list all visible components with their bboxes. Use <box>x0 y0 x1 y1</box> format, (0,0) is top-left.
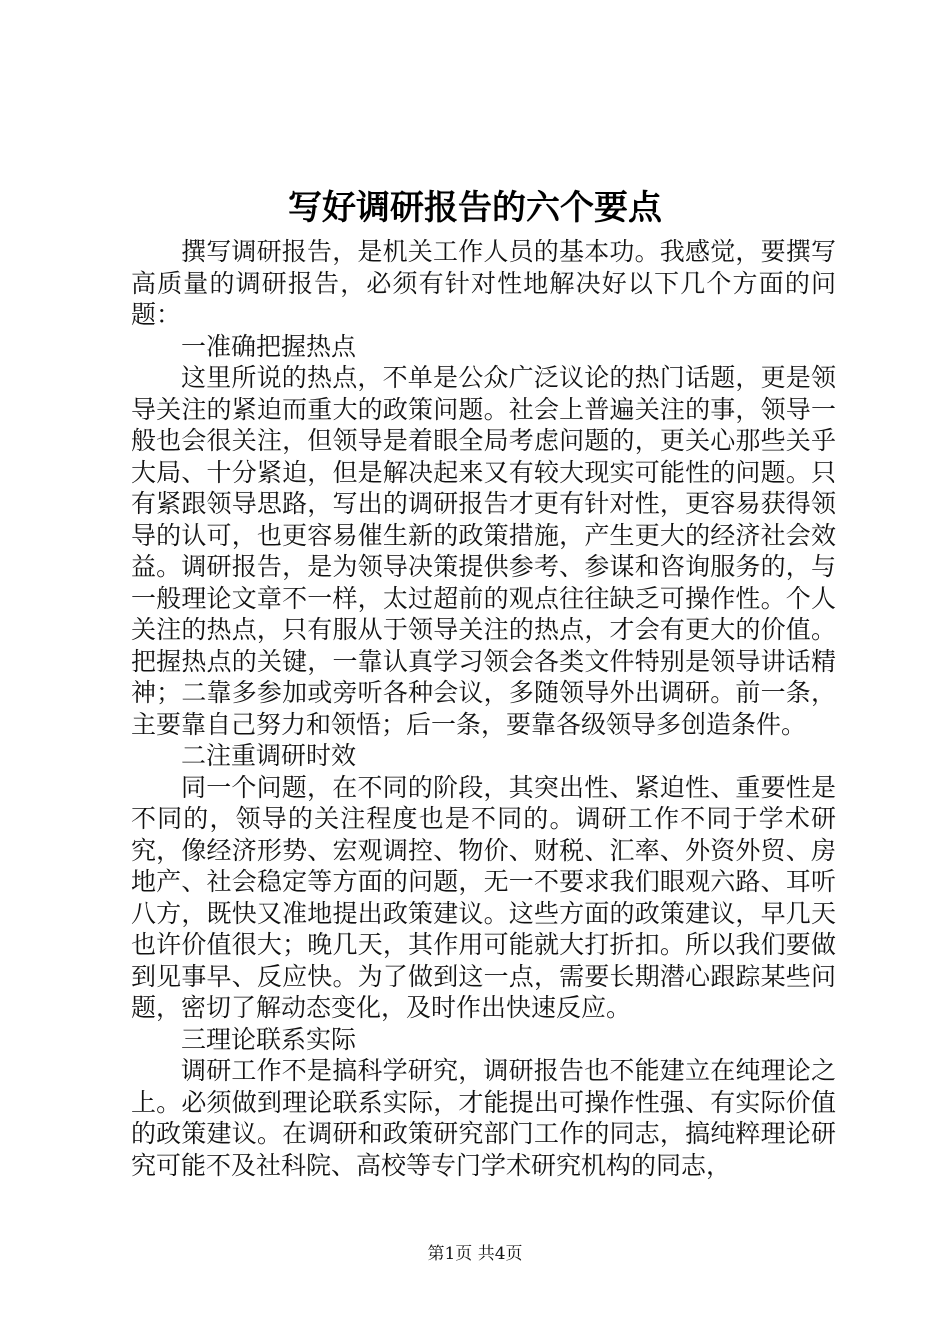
section-heading-1: 一准确把握热点 <box>181 331 357 361</box>
section-paragraph-3: 调研工作不是搞科学研究，调研报告也不能建立在纯理论之上。必须做到理论联系实际，才能提出可操作性强、有实际价值的政策建议。在调研和政策研究部门工作的同志，搞纯粹理论研究可能不及社科院、高校等专门学术研究机构的同志， <box>131 1056 836 1180</box>
intro-paragraph: 撰写调研报告，是机关工作人员的基本功。我感觉，要撰写高质量的调研报告，必须有针对性地解决好以下几个方面的问题： <box>131 237 836 329</box>
document-title: 写好调研报告的六个要点 <box>288 188 662 228</box>
page-footer: 第1页 共4页 <box>427 1244 523 1264</box>
section-heading-3: 三理论联系实际 <box>181 1024 357 1054</box>
document-body <box>131 236 836 1181</box>
section-paragraph-2: 同一个问题，在不同的阶段，其突出性、紧迫性、重要性是不同的，领导的关注程度也是不同的。调研工作不同于学术研究，像经济形势、宏观调控、物价、财税、汇率、外资外贸、房地产、社会稳定等方面的问题，无一不要求我们眼观六路、耳听八方，既快又准地提出政策建议。这些方面的政策建议，早几天也许价值很大；晚几天，其作用可能就大打折扣。所以我们要做到见事早、反应快。为了做到这一点，需要长期潜心跟踪某些问题，密切了解动态变化，及时作出快速反应。 <box>131 772 836 1022</box>
section-paragraph-1: 这里所说的热点，不单是公众广泛议论的热门话题，更是领导关注的紧迫而重大的政策问题。社会上普遍关注的事，领导一般也会很关注，但领导是着眼全局考虑问题的，更关心那些关乎大局、十分紧迫，但是解决起来又有较大现实可能性的问题。只有紧跟领导思路，写出的调研报告才更有针对性，更容易获得领导的认可，也更容易催生新的政策措施，产生更大的经济社会效益。调研报告，是为领导决策提供参考、参谋和咨询服务的，与一般理论文章不一样，太过超前的观点往往缺乏可操作性。个人关注的热点，只有服从于领导关注的热点，才会有更大的价值。把握热点的关键，一靠认真学习领会各类文件特别是领导讲话精神；二靠多参加或旁听各种会议，多随领导外出调研。前一条，主要靠自己努力和领悟；后一条，要靠各级领导多创造条件。 <box>131 363 836 739</box>
section-heading-2: 二注重调研时效 <box>181 741 357 770</box>
